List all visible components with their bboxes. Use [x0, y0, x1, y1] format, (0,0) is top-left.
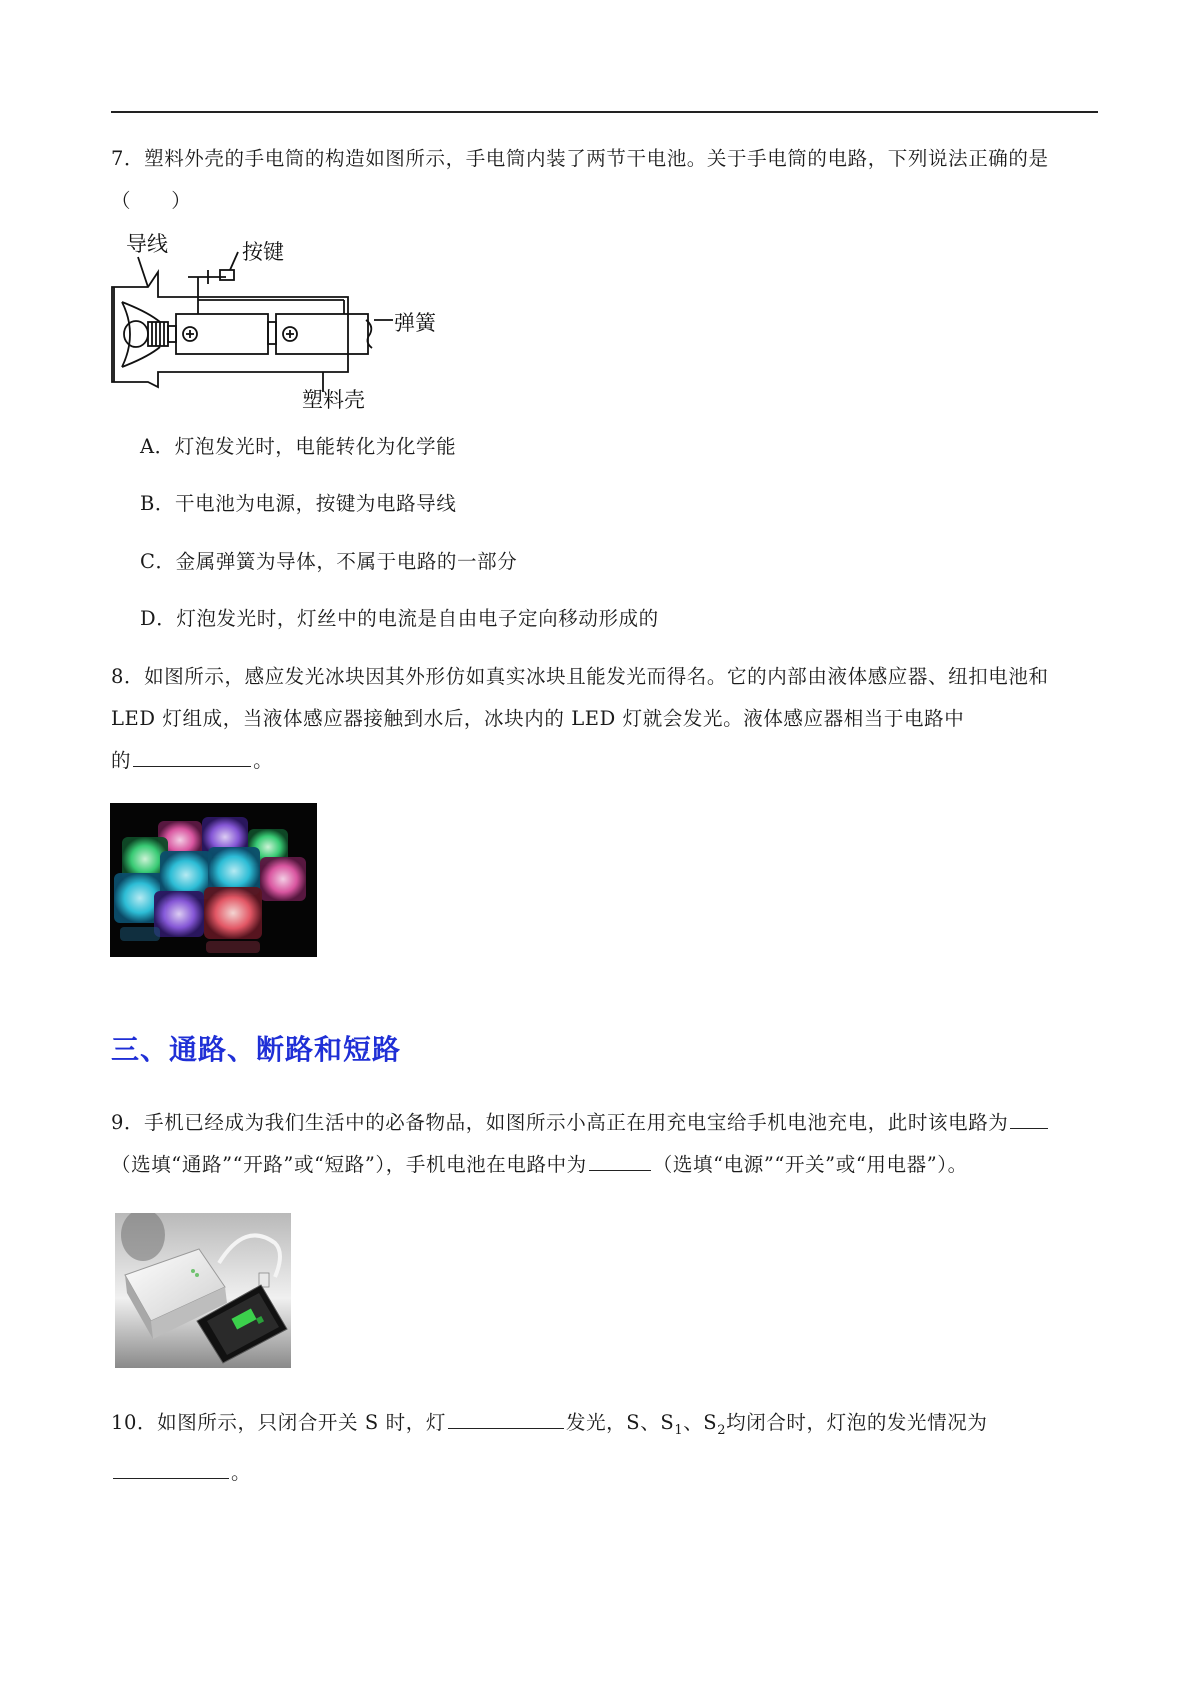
- label-shell: 塑料壳: [302, 388, 365, 412]
- question-text: 的: [111, 749, 132, 772]
- option-key: D．: [140, 607, 177, 630]
- power-bank-photo: [115, 1213, 291, 1368]
- option-c: [140, 547, 517, 577]
- question-text: 、S: [683, 1411, 718, 1434]
- question-number: 7．: [111, 147, 145, 170]
- label-spring: 弹簧: [394, 311, 436, 335]
- question-text: LED 灯组成，当液体感应器接触到水后，冰块内的 LED 灯就会发光。液体感应器相当于电路中: [111, 707, 965, 730]
- question-text: 。: [253, 749, 274, 772]
- answer-blank[interactable]: [589, 1150, 651, 1171]
- question-number: 8．: [111, 665, 145, 688]
- option-text: 灯泡发光时，电能转化为化学能: [174, 435, 457, 458]
- question-number: 9．: [111, 1111, 145, 1134]
- glowing-ice-cubes-photo: [110, 803, 317, 957]
- option-b: [140, 489, 456, 519]
- question-text: 如图所示，感应发光冰块因其外形仿如真实冰块且能发光而得名。它的内部由液体感应器、纽扣电池和: [144, 665, 1049, 688]
- question-text: 发光，S、S: [565, 1411, 675, 1434]
- option-text: 干电池为电源，按键为电路导线: [175, 492, 457, 515]
- question-text: 如图所示，只闭合开关 S 时，灯: [157, 1411, 446, 1434]
- question-text: （选填“通路”“开路”或“短路”），手机电池在电路中为: [111, 1153, 587, 1176]
- question-8: [111, 656, 1101, 782]
- question-number: 10．: [111, 1411, 158, 1434]
- question-text: 塑料外壳的手电筒的构造如图所示，手电筒内装了两节干电池。关于手电筒的电路，下列说法正确的是: [144, 147, 1049, 170]
- question-text: 均闭合时，灯泡的发光情况为: [726, 1411, 988, 1434]
- ice-cubes-image: [110, 803, 317, 957]
- option-text: 金属弹簧为导体，不属于电路的一部分: [175, 550, 518, 573]
- question-10: [111, 1402, 1101, 1494]
- subscript: 1: [674, 1422, 684, 1438]
- question-text: 。: [231, 1460, 252, 1484]
- label-wire: 导线: [126, 232, 168, 256]
- option-key: A．: [140, 435, 175, 458]
- section-heading: 三、通路、断路和短路: [111, 1033, 402, 1066]
- answer-parentheses: （ ）: [111, 189, 192, 212]
- option-key: B．: [140, 492, 176, 515]
- question-text: （选填“电源”“开关”或“用电器”）。: [652, 1153, 968, 1176]
- option-d: [140, 604, 659, 634]
- answer-blank[interactable]: [113, 1458, 229, 1479]
- answer-blank[interactable]: [448, 1408, 564, 1429]
- option-key: C．: [140, 550, 176, 573]
- label-button: 按键: [242, 240, 284, 264]
- flashlight-diagram: [108, 232, 448, 412]
- power-bank-image: [115, 1213, 291, 1368]
- answer-blank[interactable]: [133, 746, 251, 767]
- subscript: 2: [717, 1422, 727, 1438]
- question-text: 手机已经成为我们生活中的必备物品，如图所示小高正在用充电宝给手机电池充电，此时该电路为: [144, 1111, 1009, 1134]
- question-9: [111, 1102, 1101, 1186]
- option-text: 灯泡发光时，灯丝中的电流是自由电子定向移动形成的: [176, 607, 659, 630]
- option-a: [140, 432, 456, 462]
- top-rule: [111, 111, 1098, 113]
- question-7: [111, 138, 1101, 222]
- answer-blank[interactable]: [1010, 1108, 1048, 1129]
